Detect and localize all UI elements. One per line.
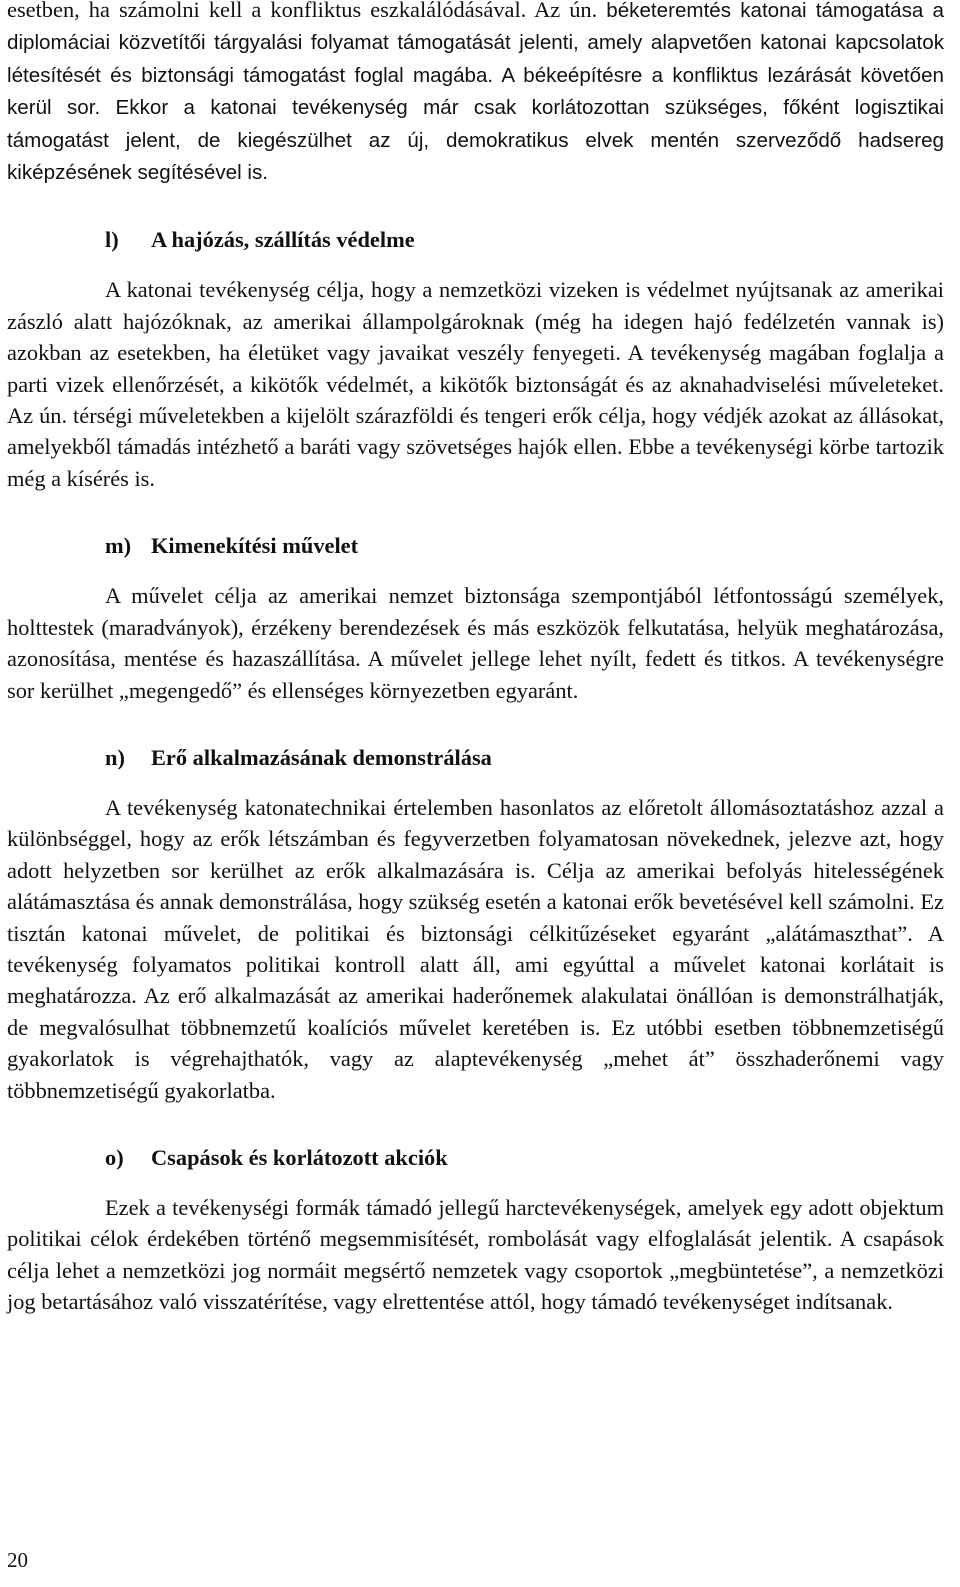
- section-title: Csapások és korlátozott akciók: [151, 1144, 448, 1170]
- section-heading-n: [7, 742, 944, 773]
- section-heading-m: [7, 530, 944, 561]
- section-number: l): [105, 227, 119, 253]
- section-title: Erő alkalmazásának demonstrálása: [151, 744, 492, 770]
- intro-sans-text: béketeremtés katonai támogatása a diplomáciai közvetítői tárgyalási folyamat támogatását jelenti, amely alapvetően katonai kapcsolatok létesítését és biztonsági támogatást foglal magába. A békeépítésre a konfliktus lezárását követően kerül sor. Ekkor a katonai tevékenység már csak korlátozottan szükséges, főként logisztikai támogatást jelent, de kiegészülhet az új, demokratikus elvek mentén szerveződő hadsereg kiképzésének segítésével is.: [7, 0, 944, 185]
- section-number: n): [105, 744, 125, 770]
- section-title: Kimenekítési művelet: [151, 533, 359, 559]
- section-heading-o: [7, 1142, 944, 1173]
- section-body-n: A tevékenység katonatechnikai értelemben hasonlatos az előretolt állomásoztatáshoz azzal a különbséggel, hogy az erők létszámban és fegyverzetben folyamatosan növekednek, jelezve azt, hogy adott helyzetben sor kerülhet az erők alkalmazására is. Célja az amerikai befolyás hitelességének alátámasztása és annak demonstrálása, hogy szükség esetén a katonai erők bevetésével kell számolni. Ez tisztán katonai művelet, de politikai és biztonsági célkitűzéseket egyaránt „alátámaszthat”. A tevékenység folyamatos politikai kontroll alatt áll, ami egyúttal a művelet katonai korlátait is meghatározza. Az erő alkalmazását az amerikai haderőnemek alakulatai önállóan is demonstrálhatják, de megvalósulhat többnemzetű koalíciós művelet keretében is. Ez utóbbi esetben többnemzetiségű gyakorlatok is végrehajthatók, vagy az alaptevékenység „mehet át” összhaderőnemi vagy többnemzetiségű gyakorlatba.: [7, 794, 944, 1103]
- section-number: m): [105, 533, 132, 559]
- page-number: 20: [7, 1548, 28, 1572]
- section-body-l: A katonai tevékenység célja, hogy a nemzetközi vizeken is védelmet nyújtsanak az amerikai zászló alatt hajózóknak, az amerikai állampolgároknak (még ha idegen hajó fedélzetén vannak is) azokban az esetekben, ha életüket vagy javaikat veszély fenyegeti. A tevékenység magában foglalja a parti vizek ellenőrzését, a kikötők védelmét, a kikötők biztonságát és az aknahadviselési műveleteket. Az ún. térségi műveletekben a kijelölt szárazföldi és tengeri erők célja, hogy védjék azokat az állásokat, amelyekből támadás intézhető a baráti vagy szövetséges hajók ellen. Ebbe a tevékenységi körbe tartozik még a kísérés is.: [7, 277, 944, 491]
- document-page: [7, 0, 944, 1318]
- intro-serif-text: esetben, ha számolni kell a konfliktus eszkalálódásával. Az ún.: [7, 0, 598, 22]
- section-body-o: Ezek a tevékenységi formák támadó jellegű harctevékenységek, amelyek egy adott objektum politikai célok érdekében történő megsemmisítését, rombolását vagy elfoglalását jelentik. A csapások célja lehet a nemzetközi jog normáit megsértő nemzetek vagy csoportok „megbüntetése”, a nemzetközi jog betartásához való visszatérítése, vagy elrettentése attól, hogy támadó tevékenységet indítsanak.: [7, 1194, 944, 1315]
- section-title: A hajózás, szállítás védelme: [151, 227, 415, 253]
- section-heading-l: [7, 224, 944, 255]
- section-number: o): [105, 1144, 124, 1170]
- intro-paragraph: [7, 0, 944, 188]
- section-body-m: A művelet célja az amerikai nemzet biztonsága szempontjából létfontosságú személyek, holttestek (maradványok), érzékeny berendezések és más eszközök felkutatása, helyük meghatározása, azonosítása, mentése és hazaszállítása. A művelet jellege lehet nyílt, fedett és titkos. A tevékenységre sor kerülhet „megengedő” és ellenséges környezetben egyaránt.: [7, 583, 944, 703]
